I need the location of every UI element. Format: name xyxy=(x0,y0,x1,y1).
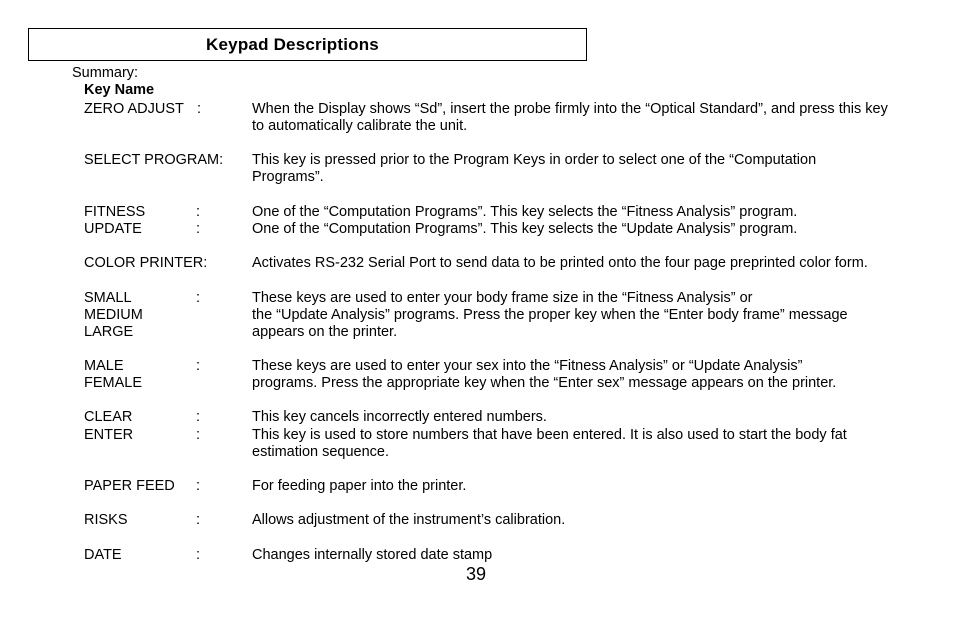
key-description: One of the “Computation Programs”. This key selects the “Fitness Analysis” program. xyxy=(252,204,798,220)
separator-colon: : xyxy=(196,204,201,220)
key-name: UPDATE xyxy=(84,221,142,237)
page-number: 39 xyxy=(466,564,487,584)
separator-colon: : xyxy=(196,512,201,528)
page-title: Keypad Descriptions xyxy=(206,35,379,54)
key-description: This key is pressed prior to the Program Keys in order to select one of the “Computation Programs”. xyxy=(252,152,817,185)
separator-colon: : xyxy=(196,409,201,425)
key-description: Changes internally stored date stamp xyxy=(252,547,493,563)
key-description: For feeding paper into the printer. xyxy=(252,478,467,494)
key-description: When the Display shows “Sd”, insert the probe firmly into the “Optical Standard”, and press this key to automatically calibrate the unit. xyxy=(252,101,888,134)
separator-colon: : xyxy=(196,427,201,443)
separator-colon: : xyxy=(196,221,201,237)
key-name: PAPER FEED xyxy=(84,478,175,494)
separator-colon: : xyxy=(196,478,201,494)
key-description: These keys are used to enter your sex into the “Fitness Analysis” or “Update Analysis” programs. Press the appropriate key when the “Enter sex” message appears on the printer. xyxy=(252,358,837,391)
title-box xyxy=(28,28,587,61)
summary-label: Summary: xyxy=(72,65,139,81)
separator-colon: : xyxy=(196,358,201,374)
key-description: These keys are used to enter your body frame size in the “Fitness Analysis” or the “Update Analysis” programs. Press the proper key when the “Enter body frame” message appears on the printer. xyxy=(252,290,848,340)
key-description: One of the “Computation Programs”. This key selects the “Update Analysis” program. xyxy=(252,221,798,237)
key-name: FITNESS xyxy=(84,204,146,220)
key-description: Allows adjustment of the instrument’s calibration. xyxy=(252,512,566,528)
key-name: SELECT PROGRAM: xyxy=(84,152,224,168)
separator-colon: : xyxy=(197,101,202,117)
key-description: This key cancels incorrectly entered numbers. xyxy=(252,409,547,425)
key-name: MALE FEMALE xyxy=(84,358,143,391)
key-description: This key is used to store numbers that have been entered. It is also used to start the body fat estimation sequence. xyxy=(252,427,847,460)
key-name-header: Key Name xyxy=(84,82,155,98)
key-name: COLOR PRINTER: xyxy=(84,255,208,271)
key-name: CLEAR xyxy=(84,409,133,425)
key-name: ENTER xyxy=(84,427,134,443)
key-name: ZERO ADJUST xyxy=(84,101,184,117)
key-name: SMALL MEDIUM LARGE xyxy=(84,290,143,340)
key-description: Activates RS-232 Serial Port to send data to be printed onto the four page preprinted color form. xyxy=(252,255,868,271)
separator-colon: : xyxy=(196,547,201,563)
key-name: RISKS xyxy=(84,512,128,528)
key-name: DATE xyxy=(84,547,122,563)
separator-colon: : xyxy=(196,290,201,306)
